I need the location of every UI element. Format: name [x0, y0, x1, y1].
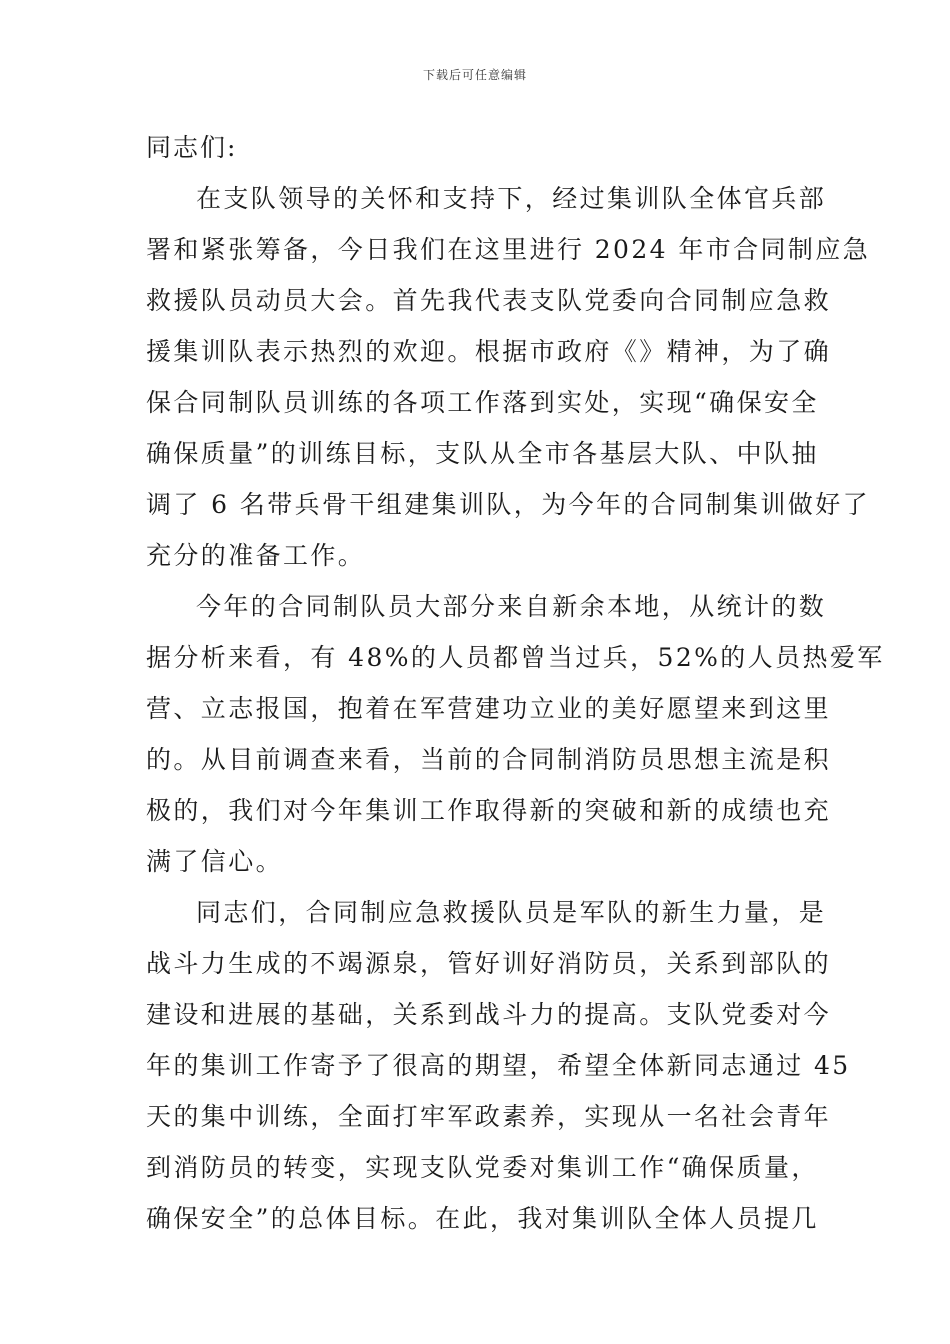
text-line: 在支队领导的关怀和支持下，经过集训队全体官兵部 — [196, 184, 827, 213]
text-line: 据分析来看，有 48%的人员都曾当过兵，52%的人员热爱军 — [146, 643, 885, 672]
page-header: 下载后可任意编辑 — [422, 68, 527, 82]
paragraph-1 — [146, 173, 871, 581]
text-line: 充分的准备工作。 — [146, 541, 366, 570]
text-line: 到消防员的转变，实现支队党委对集训工作“确保质量， — [146, 1153, 819, 1182]
paragraph-3 — [146, 887, 851, 1244]
text-line: 援集训队表示热烈的欢迎。根据市政府《》精神，为了确 — [146, 337, 832, 366]
text-line: 营、立志报国，抱着在军营建功立业的美好愿望来到这里 — [146, 694, 832, 723]
text-line: 确保质量”的训练目标，支队从全市各基层大队、中队抽 — [146, 439, 819, 468]
text-line: 署和紧张筹备，今日我们在这里进行 2024 年市合同制应急 — [146, 235, 871, 264]
salutation: 同志们: — [146, 133, 238, 162]
text-line: 战斗力生成的不竭源泉，管好训好消防员，关系到部队的 — [146, 949, 832, 978]
text-line: 调了 6 名带兵骨干组建集训队，为今年的合同制集训做好了 — [146, 490, 871, 519]
text-line: 天的集中训练，全面打牢军政素养，实现从一名社会青年 — [146, 1102, 832, 1131]
paragraph-2 — [146, 581, 885, 887]
text-line: 同志们，合同制应急救援队员是军队的新生力量，是 — [196, 898, 827, 927]
text-line: 满了信心。 — [146, 847, 284, 876]
document-body — [146, 122, 885, 1244]
text-line: 救援队员动员大会。首先我代表支队党委向合同制应急救 — [146, 286, 832, 315]
text-line: 的。从目前调查来看，当前的合同制消防员思想主流是积 — [146, 745, 832, 774]
text-line: 极的，我们对今年集训工作取得新的突破和新的成绩也充 — [146, 796, 832, 825]
text-line: 保合同制队员训练的各项工作落到实处，实现“确保安全 — [146, 388, 819, 417]
text-line: 建设和进展的基础，关系到战斗力的提高。支队党委对今 — [146, 1000, 832, 1029]
text-line: 确保安全”的总体目标。在此，我对集训队全体人员提几 — [146, 1204, 819, 1233]
text-line: 今年的合同制队员大部分来自新余本地，从统计的数 — [196, 592, 827, 621]
text-line: 年的集训工作寄予了很高的期望，希望全体新同志通过 45 — [146, 1051, 851, 1080]
